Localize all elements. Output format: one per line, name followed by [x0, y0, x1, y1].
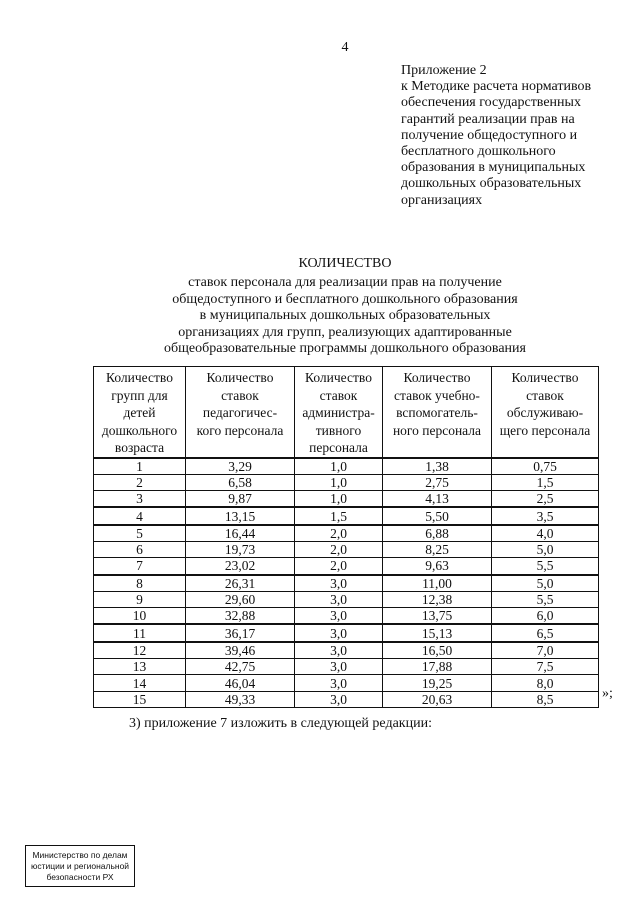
title-line: в муниципальных дошкольных образовательных: [199, 308, 491, 324]
header-support-staff: Количество ставок учебно- вспомогатель- ного персонала: [383, 367, 492, 458]
table-row: 9 29,60 3,0 12,38 5,5: [94, 591, 599, 607]
stamp-line: безопасности РХ: [46, 872, 114, 882]
table-row: 10 32,88 3,0 13,75 6,0: [94, 608, 599, 625]
appendix-line: к Методике расчета нормативов: [401, 79, 592, 95]
title-line: общеобразовательные программы дошкольного образования: [164, 341, 526, 357]
stamp-line: Министерство по делам: [32, 850, 128, 860]
table-row: 7 23,02 2,0 9,63 5,5: [94, 558, 599, 575]
table-row: 1 3,29 1,0 1,38 0,75: [94, 458, 599, 475]
appendix-line: обеспечения государственных: [401, 95, 581, 111]
instruction-text: 3) приложение 7 изложить в следующей редакции:: [129, 716, 432, 731]
table-row: 6 19,73 2,0 8,25 5,0: [94, 541, 599, 557]
title-line: ставок персонала для реализации прав на получение: [188, 275, 502, 291]
table-row: 13 42,75 3,0 17,88 7,5: [94, 659, 599, 675]
table-row: 2 6,58 1,0 2,75 1,5: [94, 474, 599, 490]
table-row: 3 9,87 1,0 4,13 2,5: [94, 491, 599, 508]
table-header-row: [94, 367, 599, 458]
document-title: [0, 256, 640, 357]
table-row: 15 49,33 3,0 20,63 8,5: [94, 691, 599, 707]
appendix-line: гарантий реализации прав на: [401, 111, 575, 127]
table-row: 8 26,31 3,0 11,00 5,0: [94, 575, 599, 592]
ministry-stamp: [25, 845, 135, 887]
header-service-staff: Количество ставок обслуживаю- щего персонала: [492, 367, 599, 458]
title-heading: КОЛИЧЕСТВО: [298, 256, 392, 271]
table-row: 5 16,44 2,0 6,88 4,0: [94, 525, 599, 542]
header-groups-count: Количество групп для детей дошкольного возраста: [94, 367, 186, 458]
appendix-line: образования в муниципальных: [401, 160, 586, 176]
table-row: 11 36,17 3,0 15,13 6,5: [94, 624, 599, 641]
staff-rates-table: [93, 366, 599, 708]
stamp-line: юстиции и региональной: [30, 861, 130, 871]
closing-quote-mark: »;: [602, 686, 613, 701]
header-administrative-staff: Количество ставок администра- тивного персонала: [295, 367, 383, 458]
appendix-line: организациях: [401, 192, 483, 208]
table-row: 4 13,15 1,5 5,50 3,5: [94, 507, 599, 524]
page-number: 4: [341, 40, 349, 55]
appendix-line: дошкольных образовательных: [401, 176, 582, 192]
title-line: общедоступного и бесплатного дошкольного образования: [172, 291, 518, 307]
appendix-line: получение общедоступного и: [401, 127, 578, 143]
appendix-caption: [401, 63, 601, 209]
appendix-line: Приложение 2: [401, 63, 487, 78]
table-row: 12 39,46 3,0 16,50 7,0: [94, 642, 599, 659]
title-line: организациях для групп, реализующих адаптированные: [178, 324, 512, 340]
appendix-line: бесплатного дошкольного: [401, 144, 556, 160]
header-pedagogical-staff: Количество ставок педагогичес- кого персонала: [186, 367, 295, 458]
table-row: 14 46,04 3,0 19,25 8,0: [94, 675, 599, 691]
